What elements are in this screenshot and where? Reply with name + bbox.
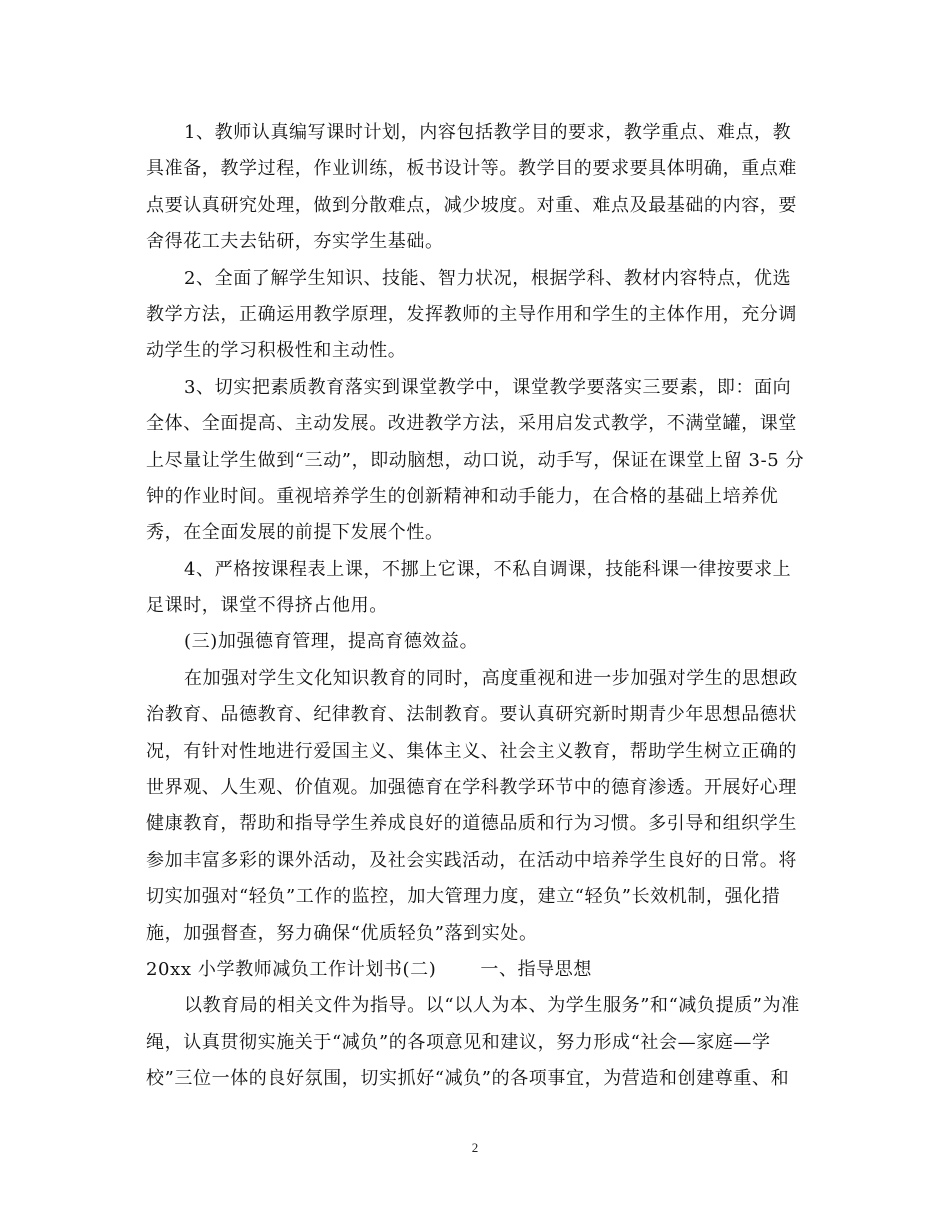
paragraph-3 <box>146 370 806 552</box>
text-line: 参加丰富多彩的课外活动，及社会实践活动，在活动中培养学生良好的日常。将 <box>146 849 797 871</box>
text-line: 2、全面了解学生知识、技能、智力状况，根据学科、教材内容特点，优选 <box>184 267 792 289</box>
section-title: 一、指导思想 <box>480 958 592 980</box>
page-number: 2 <box>471 1140 479 1155</box>
text-line: 治教育、品德教育、纪律教育、法制教育。要认真研究新时期青少年思想品德状 <box>146 704 797 726</box>
text-line: 在加强对学生文化知识教育的同时，高度重视和进一步加强对学生的思想政 <box>184 667 798 689</box>
text-line: (三)加强德育管理，提高育德效益。 <box>184 631 479 653</box>
paragraph-4 <box>146 552 806 625</box>
text-line: 以教育局的相关文件为指导。以“以人为本、为学生服务”和“减负提质”为准 <box>184 995 800 1017</box>
document-title: 20xx 小学教师减负工作计划书(二) <box>146 958 437 980</box>
paragraph-final <box>146 988 806 1097</box>
text-line: 况，有针对性地进行爱国主义、集体主义、社会主义教育，帮助学生树立正确的 <box>146 740 797 762</box>
document-body <box>146 115 806 1098</box>
text-line: 上尽量让学生做到“三动”，即动脑想，动口说，动手写，保证在课堂上留 3-5 分 <box>146 449 805 471</box>
paragraph-1 <box>146 115 806 261</box>
text-line: 具准备，教学过程，作业训练，板书设计等。教学目的要求要具体明确，重点难 <box>146 158 797 180</box>
text-line: 1、教师认真编写课时计划，内容包括教学目的要求，教学重点、难点，教 <box>184 122 792 143</box>
text-line: 3、切实把素质教育落实到课堂教学中，课堂教学要落实三要素，即：面向 <box>184 376 792 398</box>
text-line: 切实加强对“轻负”工作的监控，加大管理力度，建立“轻负”长效机制，强化措 <box>146 886 781 908</box>
document-heading <box>146 952 806 988</box>
text-line: 钟的作业时间。重视培养学生的创新精神和动手能力，在合格的基础上培养优 <box>146 485 779 507</box>
text-line: 动学生的学习积极性和主动性。 <box>146 340 407 362</box>
text-line: 健康教育，帮助和指导学生养成良好的道德品质和行为习惯。多引导和组织学生 <box>146 813 797 835</box>
text-line: 施，加强督查，努力确保“优质轻负”落到实处。 <box>146 922 538 944</box>
text-line: 秀，在全面发展的前提下发展个性。 <box>146 522 444 544</box>
text-line: 全体、全面提高、主动发展。改进教学方法，采用启发式教学，不满堂罐，课堂 <box>146 413 797 435</box>
text-line: 世界观、人生观、价值观。加强德育在学科教学环节中的德育渗透。开展好心理 <box>146 777 797 799</box>
paragraph-2 <box>146 261 806 370</box>
text-line: 教学方法，正确运用教学原理，发挥教师的主导作用和学生的主体作用，充分调 <box>146 303 797 325</box>
text-line: 校”三位一体的良好氛围，切实抓好“减负”的各项事宜，为营造和创建尊重、和 <box>146 1068 790 1090</box>
text-line: 4、严格按课程表上课，不挪上它课，不私自调课，技能科课一律按要求上 <box>184 558 792 580</box>
text-line: 绳，认真贯彻实施关于“减负”的各项意见和建议，努力形成“社会—家庭—学 <box>146 1031 771 1053</box>
section-subheading <box>146 624 806 660</box>
text-line: 点要认真研究处理，做到分散难点，减少坡度。对重、难点及最基础的内容，要 <box>146 194 797 216</box>
paragraph-6 <box>146 661 806 952</box>
text-line: 足课时，课堂不得挤占他用。 <box>146 595 388 617</box>
text-line: 舍得花工夫去钻研，夯实学生基础。 <box>146 231 444 253</box>
